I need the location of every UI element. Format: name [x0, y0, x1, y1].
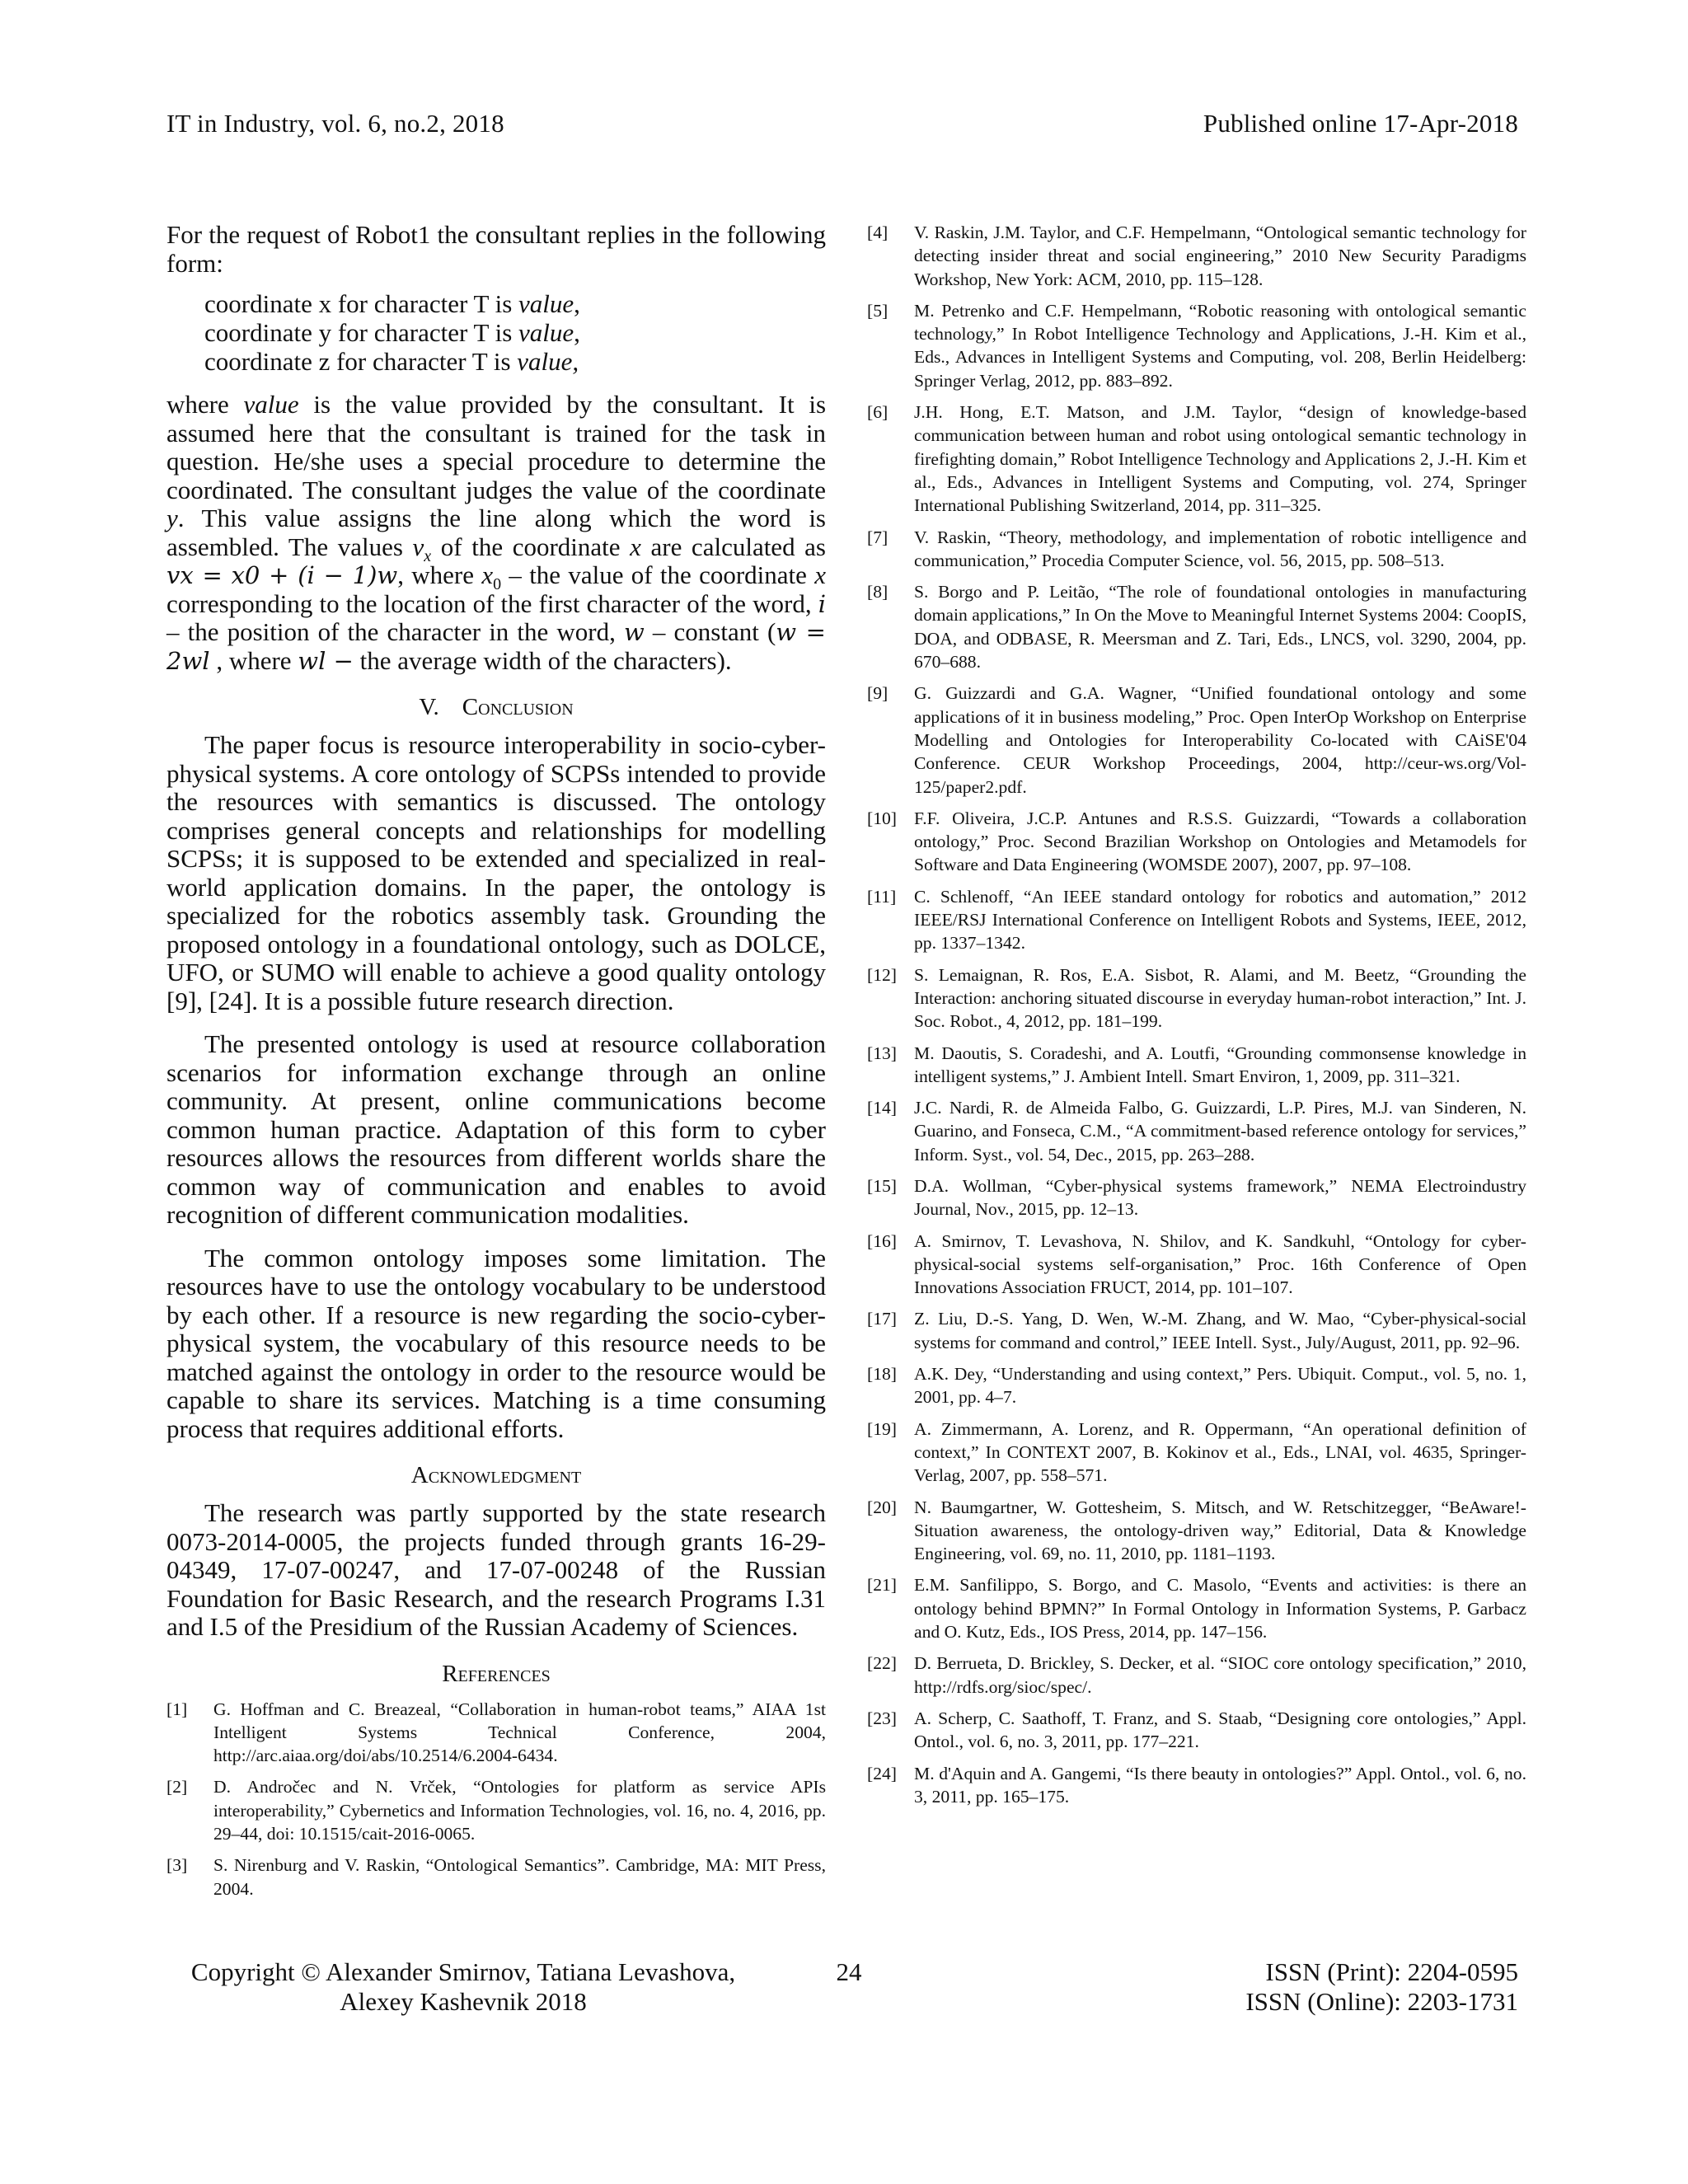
intro-paragraph: For the request of Robot1 the consultant replies in the following form:: [166, 220, 826, 278]
conclusion-paragraph-1: The paper focus is resource interoperability in socio-cyber-physical systems. A core ontology of SCPSs intended to provide the resources with semantics is discussed. The ontology comprises general concepts and relationships for modelling SCPSs; it is supposed to be extended and specialized in real-world application domains. In the paper, the ontology is specialized for the robotics assembly task. Grounding the proposed ontology in a foundational ontology, such as DOLCE, UFO, or SUMO will enable to achieve a good quality ontology [9], [24]. It is a possible future research direction.: [166, 730, 826, 1015]
reference-item: [2] D. Andročec and N. Vrček, “Ontologies for platform as service APIs interoperability,” Cybernetics and Information Technologies, vol. 16, no. 4, 2016, pp. 29–44, doi: 10.1515/cait-2016-0065.: [166, 1777, 826, 1844]
reference-item: [7] V. Raskin, “Theory, methodology, and implementation of robotic intelligence and communication,” Procedia Computer Science, vol. 56, 2015, pp. 508–513.: [867, 527, 1526, 570]
reference-item: [11] C. Schlenoff, “An IEEE standard ontology for robotics and automation,” 2012 IEEE/RSJ International Conference on Intelligent Robots and Systems, IEEE, 2012, pp. 1337–1342.: [867, 886, 1526, 954]
reference-item: [9] G. Guizzardi and G.A. Wagner, “Unified foundational ontology and some applications of it in business modeling,” Proc. Open InterOp Workshop on Enterprise Modelling and Ontologies for Interoperability Co-located with CAiSE'04 Conference. CEUR Workshop Proceedings, 2004, http://ceur-ws.org/Vol-125/paper2.pdf.: [867, 683, 1526, 797]
reference-item: [5] M. Petrenko and C.F. Hempelmann, “Robotic reasoning with ontological semantic technology,” In Robot Intelligence Technology and Applications, J.-H. Kim et al., Eds., Advances in Intelligent Systems and Computing, vol. 208, Berlin Heidelberg: Springer Verlag, 2012, pp. 883–892.: [867, 300, 1526, 391]
reference-item: [19] A. Zimmermann, A. Lorenz, and R. Oppermann, “An operational definition of context,” In CONTEXT 2007, B. Kokinov et al., Eds., LNAI, vol. 4635, Springer-Verlag, 2007, pp. 558–571.: [867, 1418, 1526, 1486]
journal-header: IT in Industry, vol. 6, no.2, 2018: [166, 109, 504, 138]
left-column: [166, 221, 826, 1909]
publication-date-header: Published online 17-Apr-2018: [1203, 109, 1518, 138]
coordinate-line-x: coordinate x for character T is value,: [204, 289, 580, 318]
reference-item: [17] Z. Liu, D.-S. Yang, D. Wen, W.-M. Zhang, and W. Mao, “Cyber-physical-social systems for command and control,” IEEE Intell. Syst., July/August, 2011, pp. 92–96.: [867, 1309, 1526, 1352]
conclusion-paragraph-2: The presented ontology is used at resource collaboration scenarios for information exchange through an online community. At present, online communications become common human practice. Adaptation of this form to cyber resources allows the resources from different worlds share the common way of communication and enables to avoid recognition of different communication modalities.: [166, 1029, 826, 1229]
reference-item: [13] M. Daoutis, S. Coradeshi, and A. Loutfi, “Grounding commonsense knowledge in intelligent systems,” J. Ambient Intell. Smart Environ, 1, 2009, pp. 311–321.: [867, 1043, 1526, 1086]
reference-item: [14] J.C. Nardi, R. de Almeida Falbo, G. Guizzardi, L.P. Pires, M.J. van Sinderen, N. Guarino, and Fonseca, C.M., “A commitment-based reference ontology for services,” Inform. Syst., vol. 54, Dec., 2015, pp. 263–288.: [867, 1098, 1526, 1165]
reference-item: [8] S. Borgo and P. Leitão, “The role of foundational ontologies in manufacturing domain applications,” In On the Move to Meaningful Internet Systems 2004: CoopIS, DOA, and ODBASE, R. Meersman and Z. Tari, Eds., LNCS, vol. 3290, 2004, pp. 670–688.: [867, 582, 1526, 673]
formula-vx: 𝑣𝑥 = 𝑥0 + (𝑖 − 1)𝑤: [166, 561, 398, 589]
reference-list-left: [166, 1698, 826, 1900]
coordinate-list: [204, 289, 826, 376]
reference-item: [15] D.A. Wollman, “Cyber-physical systems framework,” NEMA Electroindustry Journal, Nov., 2015, pp. 12–13.: [867, 1175, 1526, 1220]
reference-item: [23] A. Scherp, C. Saathoff, T. Franz, and S. Staab, “Designing core ontologies,” Appl. Ontol., vol. 6, no. 3, 2011, pp. 177–221.: [867, 1708, 1526, 1752]
reference-item: [6] J.H. Hong, E.T. Matson, and J.M. Taylor, “design of knowledge-based communication between human and robot using ontological semantic technology in firefighting domain,” Robot Intelligence Technology and Applications 2, J.-H. Kim et al., Eds., Advances in Intelligent Systems and Computing, vol. 274, Springer International Publishing Switzerland, 2014, pp. 311–325.: [867, 402, 1526, 516]
reference-item: [10] F.F. Oliveira, J.C.P. Antunes and R.S.S. Guizzardi, “Towards a collaboration ontology,” Proc. Second Brazilian Workshop on Ontologies and Metamodels for Software and Data Engineering (WOMSDE 2007), 2007, pp. 97–108.: [867, 808, 1526, 875]
reference-list-right: [867, 221, 1526, 1808]
issn-footer: ISSN (Print): 2204-0595 ISSN (Online): 2203-1731: [1245, 1957, 1518, 2016]
right-column: [867, 221, 1526, 1816]
coordinate-explanation-paragraph: where value is the value provided by the consultant. It is assumed here that the consultant is trained for the task in question. He/she uses a special procedure to determine the coordinated. The consultant judges the value of the coordinate y. This value assigns the line along which the word is assembled. The values $v_x$ of the coordinate x are calculated as 𝑣𝑥 = 𝑥0 + (𝑖 − 1)𝑤, where $x_0$ – the value of the coordinate x corresponding to the location of the first character of the word, 𝑖 – the position of the character in the word, 𝑤 – constant (𝑤 = 2𝑤𝑙 , where 𝑤𝑙 − the average width of the characters).: [166, 390, 827, 675]
acknowledgment-paragraph: The research was partly supported by the state research 0073-2014-0005, the projects funded through grants 16-29-04349, 17-07-00247, and 17-07-00248 of the Russian Foundation for Basic Research, and the research Programs I.31 and I.5 of the Presidium of the Russian Academy of Sciences.: [166, 1498, 826, 1641]
reference-item: [1] G. Hoffman and C. Breazeal, “Collaboration in human-robot teams,” AIAA 1st Intelligent Systems Technical Conference, 2004, http://arc.aiaa.org/doi/abs/10.2514/6.2004-6434.: [166, 1699, 826, 1766]
acknowledgment-heading: Acknowledgment: [410, 1462, 582, 1488]
conclusion-heading: V. Conclusion: [419, 694, 574, 720]
reference-item: [4] V. Raskin, J.M. Taylor, and C.F. Hempelmann, “Ontological semantic technology for detecting insider threat and social engineering,” 2010 New Security Paradigms Workshop, New York: ACM, 2010, pp. 115–128.: [867, 223, 1526, 289]
reference-item: [24] M. d'Aquin and A. Gangemi, “Is there beauty in ontologies?” Appl. Ontol., vol. 6, no. 3, 2011, pp. 165–175.: [867, 1763, 1526, 1807]
reference-item: [16] A. Smirnov, T. Levashova, N. Shilov, and K. Sandkuhl, “Ontology for cyber-physical-social systems self-organisation,” Proc. 16th Conference of Open Innovations Association FRUCT, 2014, pp. 101–107.: [867, 1230, 1526, 1298]
coordinate-line-y: coordinate y for character T is value,: [204, 318, 580, 347]
reference-item: [21] E.M. Sanfilippo, S. Borgo, and C. Masolo, “Events and activities: is there an ontology behind BPMN?” In Formal Ontology in Information Systems, P. Garbacz and O. Kutz, Eds., IOS Press, 2014, pp. 147–156.: [867, 1575, 1526, 1643]
reference-item: [12] S. Lemaignan, R. Ros, E.A. Sisbot, R. Alami, and M. Beetz, “Grounding the Interaction: anchoring situated discourse in everyday human-robot interaction,” Int. J. Soc. Robot., 4, 2012, pp. 181–199.: [867, 964, 1526, 1032]
formula-w: 𝑤 = 2𝑤𝑙: [166, 618, 826, 675]
references-heading: References: [442, 1660, 551, 1687]
copyright-footer: Copyright © Alexander Smirnov, Tatiana Levashova, Alexey Kashevnik 2018: [190, 1957, 736, 2016]
reference-item: [18] A.K. Dey, “Understanding and using context,” Pers. Ubiquit. Comput., vol. 5, no. 1, 2001, pp. 4–7.: [867, 1364, 1526, 1408]
conclusion-paragraph-3: The common ontology imposes some limitation. The resources have to use the ontology vocabulary to be understood by each other. If a resource is new regarding the socio-cyber-physical system, the vocabulary of this resource needs to be matched against the ontology in order to the resource would be capable to share its services. Matching is a time consuming process that requires additional efforts.: [166, 1243, 826, 1443]
reference-item: [3] S. Nirenburg and V. Raskin, “Ontological Semantics”. Cambridge, MA: MIT Press, 2004.: [166, 1855, 826, 1899]
reference-item: [20] N. Baumgartner, W. Gottesheim, S. Mitsch, and W. Retschitzegger, “BeAware!-Situation awareness, the ontology-driven way,” Editorial, Data & Knowledge Engineering, vol. 69, no. 11, 2010, pp. 1181–1193.: [867, 1497, 1526, 1564]
coordinate-line-z: coordinate z for character T is value,: [204, 347, 579, 376]
page-number: 24: [836, 1957, 862, 1986]
reference-item: [22] D. Berrueta, D. Brickley, S. Decker, et al. “SIOC core ontology specification,” 2010, http://rdfs.org/sioc/spec/.: [867, 1653, 1526, 1697]
